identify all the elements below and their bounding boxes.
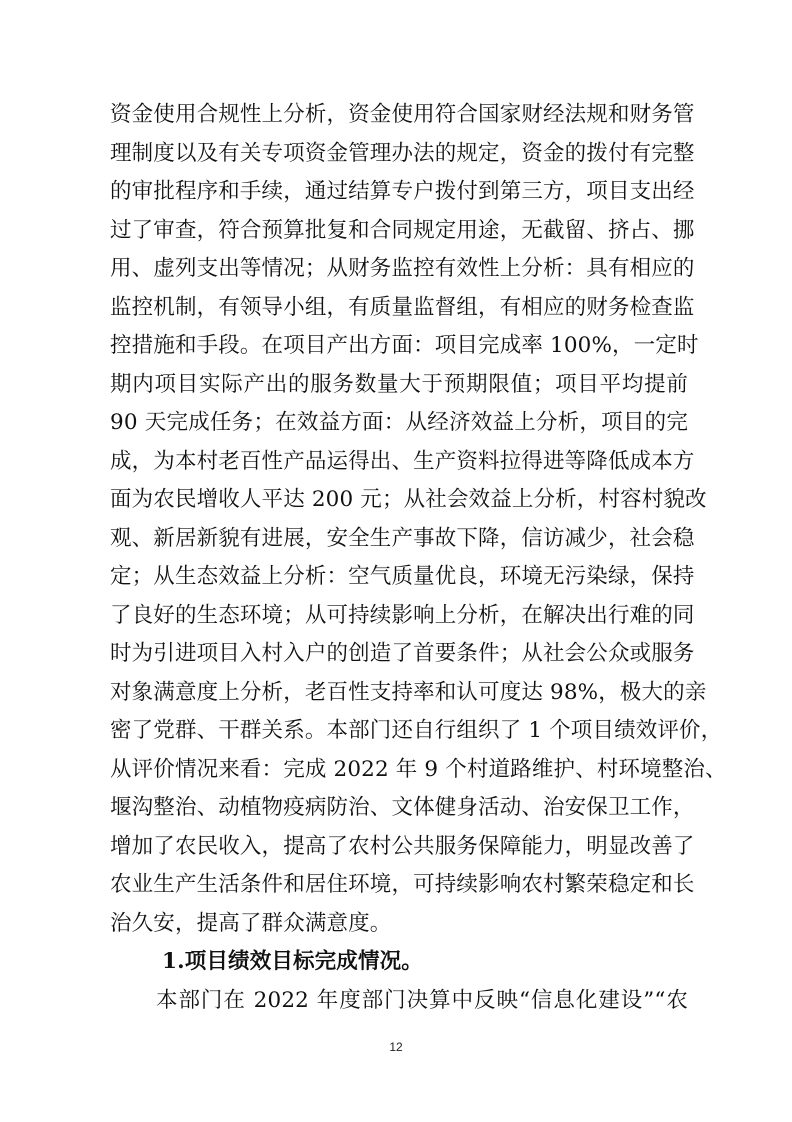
body-line: 面为农民增收人平达 200 元；从社会效益上分析，村容村貌改	[110, 487, 707, 512]
body-line: 理制度以及有关专项资金管理办法的规定，资金的拨付有完整	[110, 140, 695, 166]
body-line: 增加了农民收入，提高了农村公共服务保障能力，明显改善了	[110, 833, 695, 859]
body-line: 控措施和手段。在项目产出方面：项目完成率 100%，一定时	[110, 333, 699, 358]
body-line: 90 天完成任务；在效益方面：从经济效益上分析，项目的完	[110, 410, 688, 435]
body-line: 监控机制，有领导小组，有质量监督组，有相应的财务检查监	[110, 294, 695, 320]
body-line: 观、新居新貌有进展，安全生产事故下降，信访减少，社会稳	[110, 525, 695, 551]
paragraph-first-line: 本部门在 2022 年度部门决算中反映“信息化建设”“农	[156, 987, 688, 1013]
body-line: 从评价情况来看：完成 2022 年 9 个村道路维护、村环境整治、	[110, 756, 727, 782]
body-line: 成，为本村老百性产品运得出、生产资料拉得进等降低成本方	[110, 448, 695, 474]
body-line: 的审批程序和手续，通过结算专户拨付到第三方，项目支出经	[110, 179, 695, 204]
section-heading: 1.项目绩效目标完成情况。	[162, 949, 423, 974]
body-line: 对象满意度上分析，老百性支持率和认可度达 98%，极大的亲	[110, 679, 707, 705]
body-line: 过了审查，符合预算批复和合同规定用途，无截留、挤占、挪	[110, 217, 695, 243]
body-line: 密了党群、干群关系。本部门还自行组织了 1 个项目绩效评价，	[110, 718, 723, 743]
page-number: 12	[389, 1040, 403, 1054]
body-line: 定；从生态效益上分析：空气质量优良，环境无污染绿，保持	[110, 564, 695, 589]
body-line-last: 治久安，提高了群众满意度。	[110, 910, 392, 936]
body-line: 期内项目实际产出的服务数量大于预期限值；项目平均提前	[110, 371, 688, 397]
body-line: 了良好的生态环境；从可持续影响上分析，在解决出行难的同	[110, 602, 695, 628]
page-content	[110, 96, 727, 1020]
body-line: 农业生产生活条件和居住环境，可持续影响农村繁荣稳定和长	[110, 872, 695, 897]
body-line: 资金使用合规性上分析，资金使用符合国家财经法规和财务管	[110, 102, 695, 127]
body-line: 堰沟整治、动植物疫病防治、文体健身活动、治安保卫工作，	[110, 795, 695, 820]
body-line: 时为引进项目入村入户的创造了首要条件；从社会公众或服务	[110, 641, 695, 666]
body-line: 用、虚列支出等情况；从财务监控有效性上分析：具有相应的	[110, 256, 695, 281]
